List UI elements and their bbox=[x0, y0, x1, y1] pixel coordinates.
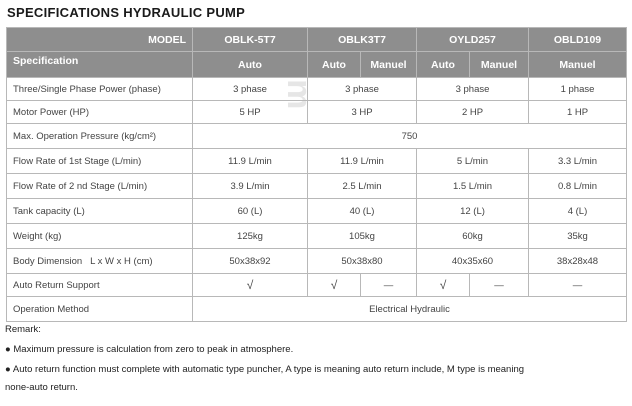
cell-value: 60 (L) bbox=[193, 199, 308, 224]
row-label: Flow Rate of 2 nd Stage (L/min) bbox=[7, 174, 193, 199]
cell-value: 0.8 L/min bbox=[529, 174, 627, 199]
model-name: OBLD109 bbox=[529, 28, 627, 52]
cell-value: Electrical Hydraulic bbox=[193, 297, 627, 322]
table-row bbox=[7, 274, 627, 297]
model-name: OYLD257 bbox=[417, 28, 529, 52]
row-label: Flow Rate of 1st Stage (L/min) bbox=[7, 149, 193, 174]
cell-value: 3.9 L/min bbox=[193, 174, 308, 199]
cell-value: 2 HP bbox=[417, 101, 529, 124]
type-label: Manuel bbox=[361, 52, 417, 78]
header-row-models bbox=[7, 28, 627, 52]
table-row bbox=[7, 174, 627, 199]
table-row bbox=[7, 149, 627, 174]
cell-value: 35kg bbox=[529, 224, 627, 249]
row-label: Tank capacity (L) bbox=[7, 199, 193, 224]
table-row bbox=[7, 124, 627, 149]
cell-value: 750 bbox=[193, 124, 627, 149]
row-label: Weight (kg) bbox=[7, 224, 193, 249]
cell-value: 11.9 L/min bbox=[193, 149, 308, 174]
cell-value: 3 phase bbox=[193, 78, 308, 101]
row-label: Three/Single Phase Power (phase) bbox=[7, 78, 193, 101]
cell-value: 60kg bbox=[417, 224, 529, 249]
check-mark: √ bbox=[308, 274, 361, 297]
dash-mark: — bbox=[529, 274, 627, 297]
cell-value: 11.9 L/min bbox=[308, 149, 417, 174]
cell-value: 12 (L) bbox=[417, 199, 529, 224]
cell-value: 2.5 L/min bbox=[308, 174, 417, 199]
table-row bbox=[7, 224, 627, 249]
cell-value: 3 HP bbox=[308, 101, 417, 124]
cell-value: 5 HP bbox=[193, 101, 308, 124]
cell-value: 38x28x48 bbox=[529, 249, 627, 274]
cell-value: 4 (L) bbox=[529, 199, 627, 224]
cell-value: 50x38x80 bbox=[308, 249, 417, 274]
row-label: Motor Power (HP) bbox=[7, 101, 193, 124]
cell-value: 3.3 L/min bbox=[529, 149, 627, 174]
cell-value: 3 phase bbox=[308, 78, 417, 101]
remark-line: none-auto return. bbox=[5, 382, 78, 393]
type-label: Auto bbox=[193, 52, 308, 78]
cell-value: 50x38x92 bbox=[193, 249, 308, 274]
type-label: Manuel bbox=[470, 52, 529, 78]
remark-line: ● Auto return function must complete with automatic type puncher, A type is meaning auto return include, M type is meaning bbox=[5, 364, 525, 375]
cell-value: 105kg bbox=[308, 224, 417, 249]
table-row bbox=[7, 249, 627, 274]
remark-heading: Remark: bbox=[5, 324, 41, 335]
spec-label: Specification bbox=[7, 52, 193, 78]
row-label: Operation Method bbox=[7, 297, 193, 322]
check-mark: √ bbox=[417, 274, 470, 297]
row-label: Body Dimension L x W x H (cm) bbox=[7, 249, 193, 274]
cell-value: 1 HP bbox=[529, 101, 627, 124]
cell-value: 40 (L) bbox=[308, 199, 417, 224]
cell-value: 125kg bbox=[193, 224, 308, 249]
page-title: SPECIFICATIONS HYDRAULIC PUMP bbox=[7, 5, 246, 20]
model-name: OBLK-5T7 bbox=[193, 28, 308, 52]
table-row bbox=[7, 199, 627, 224]
cell-value: 1.5 L/min bbox=[417, 174, 529, 199]
cell-value: 3 phase bbox=[417, 78, 529, 101]
type-label: Manuel bbox=[529, 52, 627, 78]
check-mark: √ bbox=[193, 274, 308, 297]
spec-table bbox=[6, 27, 627, 322]
row-label: Auto Return Support bbox=[7, 274, 193, 297]
dash-mark: — bbox=[470, 274, 529, 297]
table-row bbox=[7, 101, 627, 124]
remark-line: ● Maximum pressure is calculation from zero to peak in atmosphere. bbox=[5, 344, 294, 355]
model-name: OBLK3T7 bbox=[308, 28, 417, 52]
table-row bbox=[7, 297, 627, 322]
header-row-types bbox=[7, 52, 627, 78]
cell-value: 5 L/min bbox=[417, 149, 529, 174]
dash-mark: — bbox=[361, 274, 417, 297]
row-label: Max. Operation Pressure (kg/cm²) bbox=[7, 124, 193, 149]
cell-value: 40x35x60 bbox=[417, 249, 529, 274]
cell-value: 1 phase bbox=[529, 78, 627, 101]
table-row bbox=[7, 78, 627, 101]
model-label: MODEL bbox=[7, 28, 193, 52]
type-label: Auto bbox=[308, 52, 361, 78]
type-label: Auto bbox=[417, 52, 470, 78]
